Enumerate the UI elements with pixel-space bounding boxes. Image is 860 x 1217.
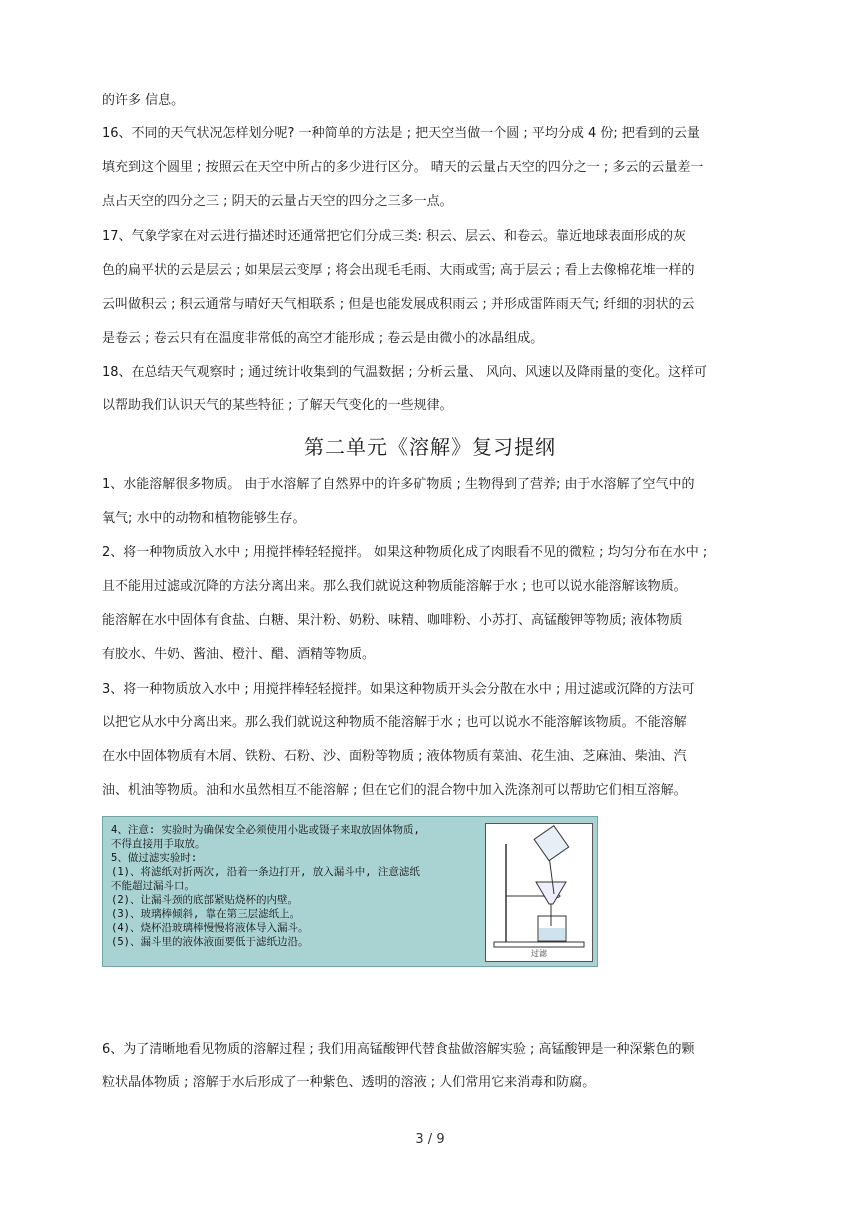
line-18: 以把它从水中分离出来。那么我们就说这种物质不能溶解于水 ; 也可以说水不能溶解该物质。不能溶解: [102, 715, 687, 730]
note-line: 不能超过漏斗口。: [111, 880, 195, 892]
line-9: 18、在总结天气观察时 ; 通过统计收集到的气温数据 ; 分析云量、 风向、风速以及降雨量的变化。这样可: [102, 365, 707, 380]
note-text: [111, 823, 481, 949]
line-3: 填充到这个圆里 ; 按照云在天空中所占的多少进行区分。 晴天的云量占天空的四分之一 ; 多云的云量差一: [102, 160, 704, 175]
note-line: (5)、漏斗里的液体液面要低于滤纸边沿。: [111, 936, 309, 948]
line-7: 云叫做积云 ; 积云通常与晴好天气相联系 ; 但是也能发展成积雨云 ; 并形成雷阵雨天气; 纤细的羽状的云: [102, 297, 695, 312]
figure-caption: 过滤: [531, 949, 547, 958]
note-line: (1)、将滤纸对折两次, 沿着一条边打开, 放入漏斗中, 注意滤纸: [111, 866, 420, 878]
line-21: 6、为了清晰地看见物质的溶解过程 ; 我们用高锰酸钾代替食盐做溶解实验 ; 高锰酸钾是一种深紫色的颗: [102, 1042, 695, 1057]
line-15: 能溶解在水中固体有食盐、白糖、果汁粉、奶粉、味精、咖啡粉、小苏打、高锰酸钾等物质; 液体物质: [102, 613, 683, 628]
line-20: 油、机油等物质。油和水虽然相互不能溶解 ; 但在它们的混合物中加入洗涤剂可以帮助它们相互溶解。: [102, 783, 687, 798]
filtration-apparatus-illustration: [486, 824, 592, 961]
line-10: 以帮助我们认识天气的某些特征 ; 了解天气变化的一些规律。: [102, 398, 453, 413]
line-13: 2、将一种物质放入水中 ; 用搅拌棒轻轻搅拌。 如果这种物质化成了肉眼看不见的微粒 ; 均匀分布在水中 ;: [102, 545, 708, 560]
filtration-note-box: [102, 816, 598, 967]
note-line: 不得直接用手取放。: [111, 838, 206, 850]
line-8: 是卷云 ; 卷云只有在温度非常低的高空才能形成 ; 卷云是由微小的冰晶组成。: [102, 331, 544, 346]
page-number: 3 / 9: [415, 1132, 445, 1147]
note-line: (4)、烧杯沿玻璃棒慢慢将液体导入漏斗。: [111, 922, 309, 934]
line-22: 粒状晶体物质 ; 溶解于水后形成了一种紫色、透明的溶液 ; 人们常用它来消毒和防腐。: [102, 1075, 596, 1090]
line-14: 且不能用过滤或沉降的方法分离出来。那么我们就说这种物质能溶解于水 ; 也可以说水能溶解该物质。: [102, 579, 687, 594]
filtration-figure: [485, 823, 593, 962]
section-title: 第二单元《溶解》复习提纲: [304, 435, 556, 459]
line-2: 16、不同的天气状况怎样划分呢? 一种简单的方法是 ; 把天空当做一个圆 ; 平均分成 4 份; 把看到的云量: [102, 126, 700, 141]
line-16: 有胶水、牛奶、酱油、橙汁、醋、酒精等物质。: [102, 647, 376, 662]
line-11: 1、水能溶解很多物质。 由于水溶解了自然界中的许多矿物质 ; 生物得到了营养; 由于水溶解了空气中的: [102, 477, 695, 492]
note-line: 5、做过滤实验时:: [111, 852, 198, 864]
line-17: 3、将一种物质放入水中 ; 用搅拌棒轻轻搅拌。如果这种物质开头会分散在水中 ; 用过滤或沉降的方法可: [102, 682, 695, 697]
note-line: 4、注意: 实验时为确保安全必须使用小匙或镊子来取放固体物质,: [111, 824, 420, 836]
line-6: 色的扁平状的云是层云 ; 如果层云变厚 ; 将会出现毛毛雨、大雨或雪; 高于层云 ; 看上去像棉花堆一样的: [102, 263, 695, 278]
line-12: 氧气; 水中的动物和植物能够生存。: [102, 511, 306, 526]
note-line: (3)、玻璃棒倾斜, 靠在第三层滤纸上。: [111, 908, 301, 920]
line-5: 17、气象学家在对云进行描述时还通常把它们分成三类: 积云、层云、和卷云。靠近地球表面形成的灰: [102, 229, 687, 244]
line-19: 在水中固体物质有木屑、铁粉、石粉、沙、面粉等物质 ; 液体物质有菜油、花生油、芝麻油、柴油、汽: [102, 749, 687, 764]
note-line: (2)、让漏斗颈的底部紧贴烧杯的内壁。: [111, 894, 298, 906]
line-1: 的许多 信息。: [102, 93, 185, 108]
line-4: 点占天空的四分之三 ; 阴天的云量占天空的四分之三多一点。: [102, 194, 453, 209]
